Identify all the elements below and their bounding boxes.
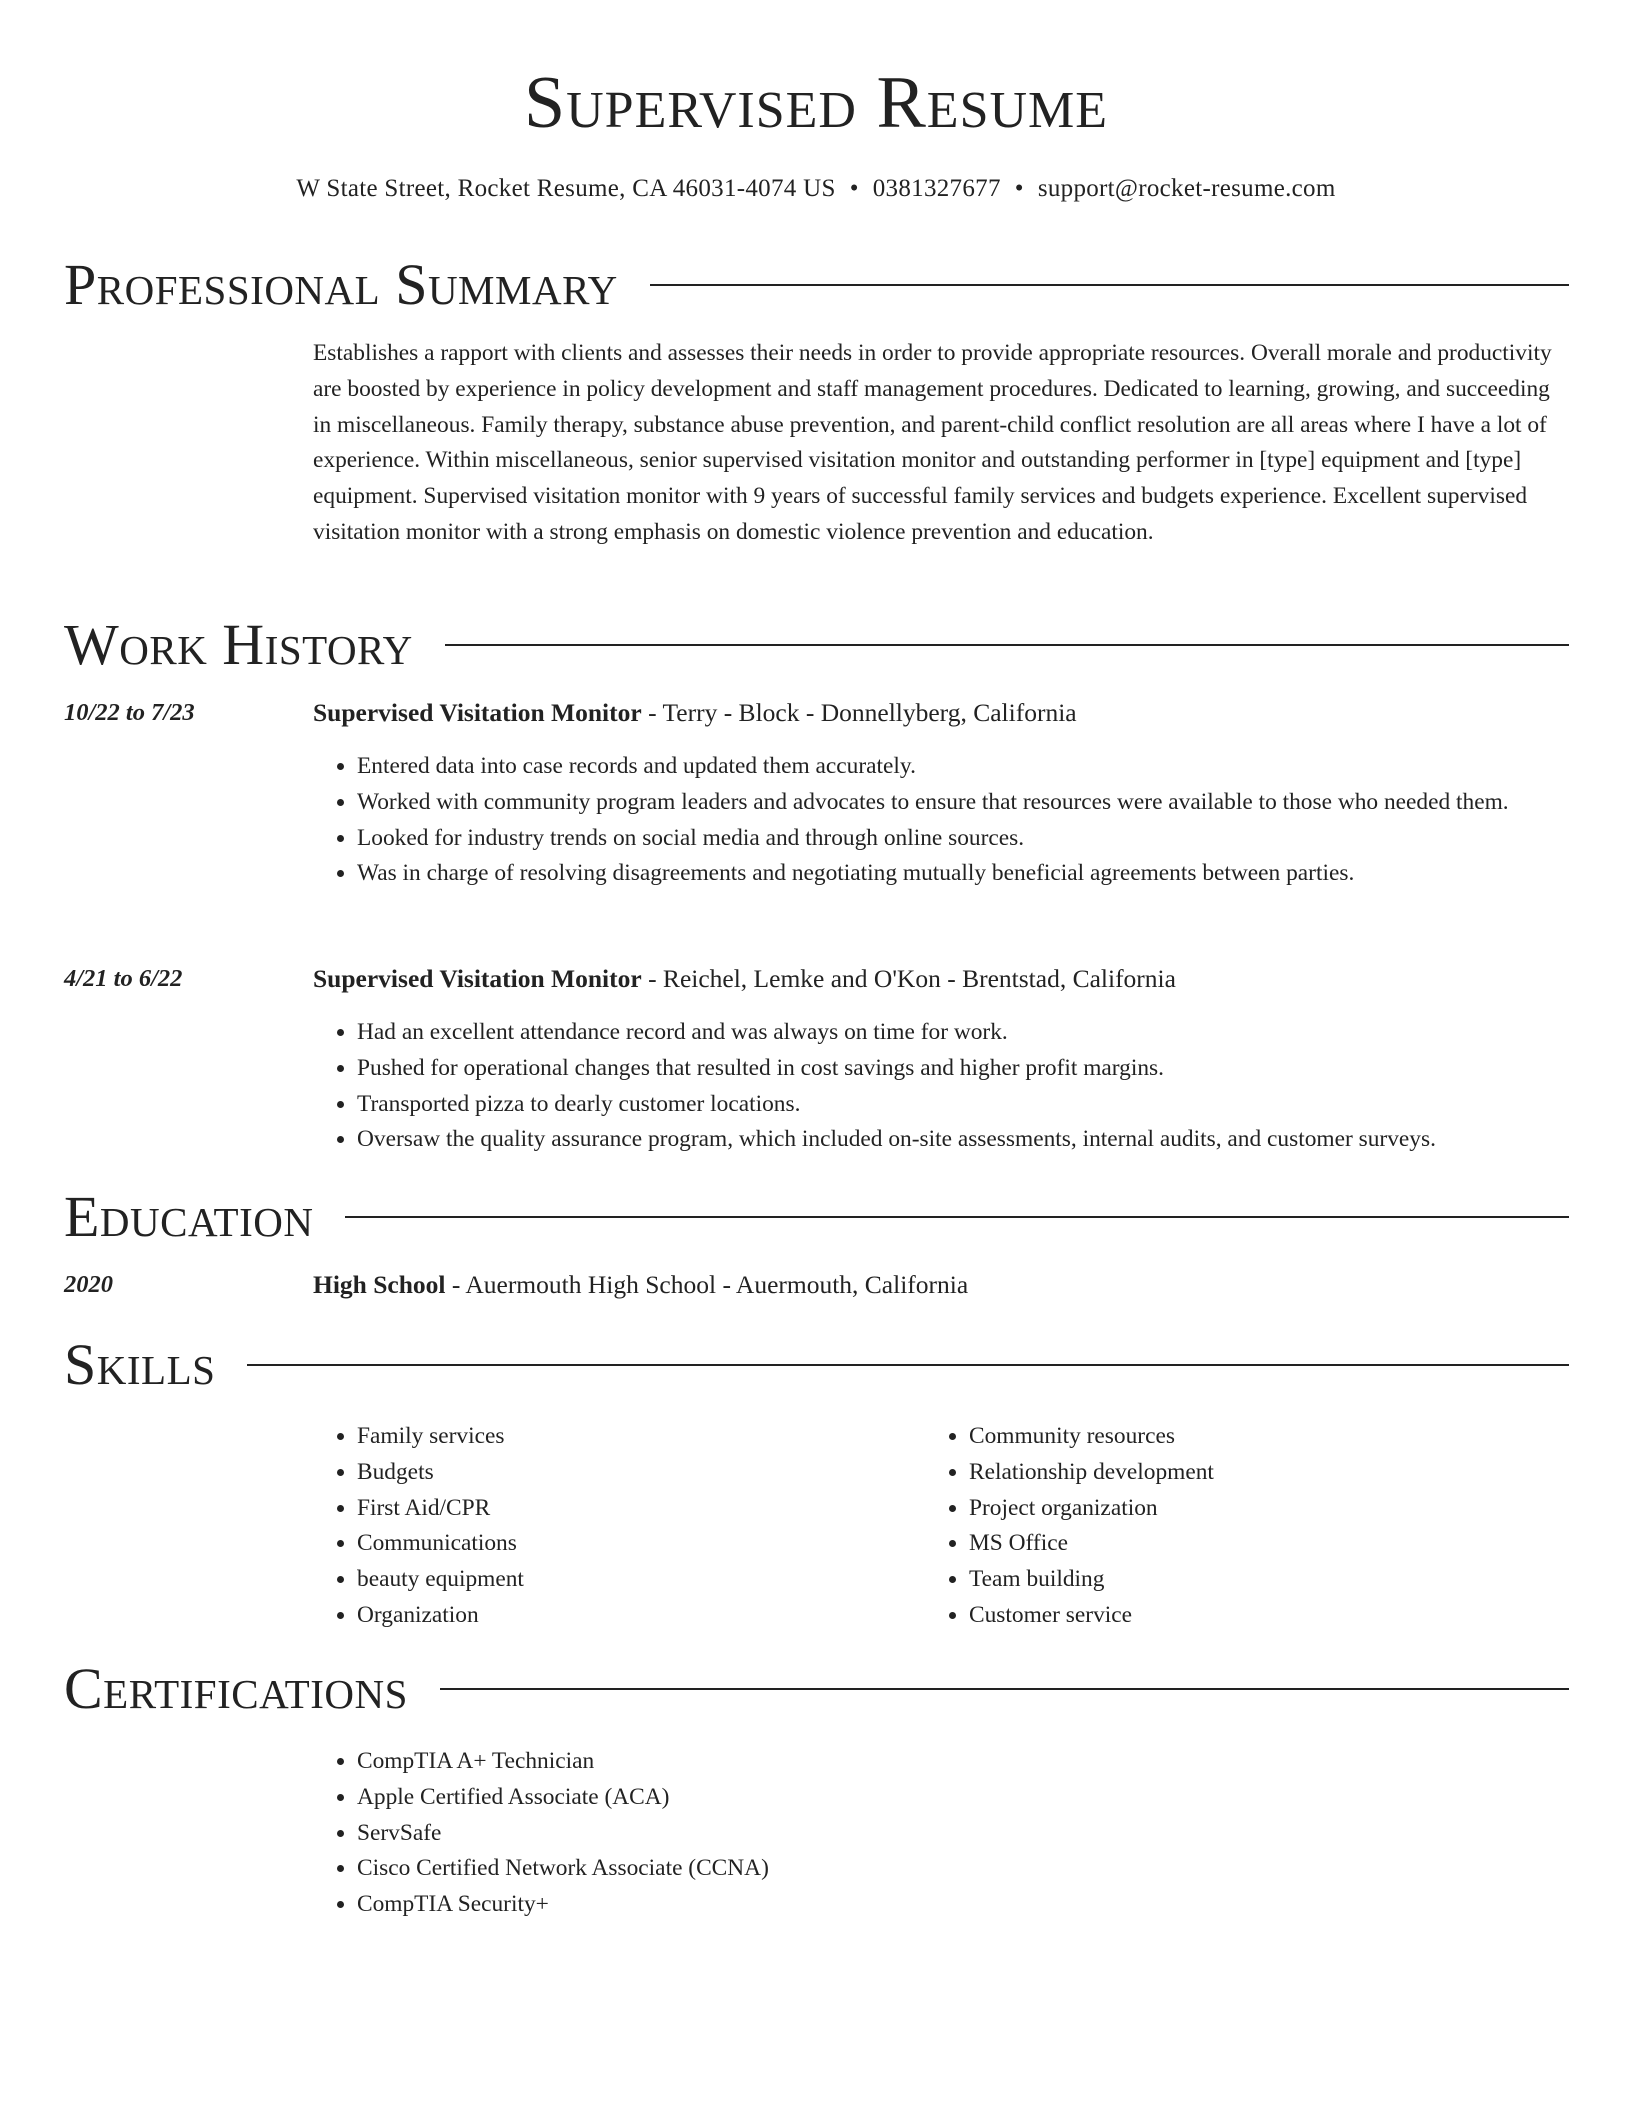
certification-item: • CompTIA A+ Technician — [357, 1744, 1569, 1780]
job-title: Supervised Visitation Monitor — [313, 964, 642, 993]
list-item: • Oversaw the quality assurance program, which included on-site assessments, internal audits, and customer surveys. — [357, 1122, 1569, 1158]
education-year: 2020 — [64, 1271, 113, 1298]
job-bullets — [313, 749, 1569, 892]
skill-item: • First Aid/CPR — [357, 1491, 913, 1527]
candidate-name: Supervised Resume — [523, 62, 1109, 144]
section-divider — [650, 284, 1569, 286]
list-item: • Looked for industry trends on social media and through online sources. — [357, 821, 1569, 857]
skills-list-right — [925, 1419, 1525, 1634]
skill-item: • Project organization — [969, 1491, 1525, 1527]
list-item: • Worked with community program leaders and advocates to ensure that resources were available to those who needed them. — [357, 785, 1569, 821]
skill-item: • Relationship development — [969, 1455, 1525, 1491]
job-details: - Reichel, Lemke and O'Kon - Brentstad, California — [641, 964, 1176, 993]
section-divider — [445, 644, 1569, 646]
skill-item: • Communications — [357, 1526, 913, 1562]
section-title-education: Education — [64, 1184, 314, 1249]
section-divider — [247, 1364, 1569, 1366]
section-header-certifications — [64, 1656, 1569, 1722]
degree: High School — [313, 1270, 446, 1299]
job-dates: 10/22 to 7/23 — [64, 699, 195, 726]
job-title: Supervised Visitation Monitor — [313, 698, 642, 727]
certifications-list — [313, 1744, 1569, 1923]
list-item: • Pushed for operational changes that resulted in cost savings and higher profit margins. — [357, 1051, 1569, 1087]
skill-item: • Budgets — [357, 1455, 913, 1491]
skill-item: • Team building — [969, 1562, 1525, 1598]
certification-item: • Apple Certified Associate (ACA) — [357, 1780, 1569, 1816]
education-heading — [313, 1268, 968, 1302]
list-item: • Was in charge of resolving disagreements and negotiating mutually beneficial agreements between parties. — [357, 856, 1569, 892]
address: W State Street, Rocket Resume, CA 46031-4074 US — [296, 175, 836, 202]
skill-item: • Organization — [357, 1598, 913, 1634]
skill-item: • Customer service — [969, 1598, 1525, 1634]
list-item: • Entered data into case records and updated them accurately. — [357, 749, 1569, 785]
section-header-work — [64, 612, 1569, 678]
certification-item: • CompTIA Security+ — [357, 1887, 1569, 1923]
skill-item: • beauty equipment — [357, 1562, 913, 1598]
section-divider — [440, 1688, 1569, 1690]
email-link[interactable]: support@rocket-resume.com — [1037, 175, 1336, 202]
summary-text: Establishes a rapport with clients and assesses their needs in order to provide appropriate resources. Overall morale and productivity are boosted by experience in policy development and staff management procedures. Dedicated to learning, growing, and succeeding in miscellaneous. Family therapy, substance abuse prevention, and parent-child conflict resolution are all areas where I have a lot of experience. Within miscellaneous, senior supervised visitation monitor and outstanding performer in [type] equipment and [type] equipment. Supervised visitation monitor with 9 years of successful family services and budgets experience. Excellent supervised visitation monitor with a strong emphasis on domestic violence prevention and education. — [313, 340, 1552, 545]
certification-item: • Cisco Certified Network Associate (CCNA) — [357, 1851, 1569, 1887]
skill-item: • MS Office — [969, 1526, 1525, 1562]
phone: 0381327677 — [872, 175, 1001, 202]
contact-line — [0, 172, 1632, 206]
job-bullets — [313, 1015, 1569, 1158]
school-details: - Auermouth High School - Auermouth, California — [445, 1270, 969, 1299]
job-details: - Terry - Block - Donnellyberg, California — [641, 698, 1077, 727]
job-heading — [313, 962, 1176, 996]
job-dates: 4/21 to 6/22 — [64, 965, 183, 992]
job-heading — [313, 696, 1077, 730]
certification-item: • ServSafe — [357, 1816, 1569, 1852]
separator-dot: • — [849, 175, 859, 202]
list-item: • Transported pizza to dearly customer locations. — [357, 1087, 1569, 1123]
section-title-work: Work History — [64, 612, 413, 677]
section-header-summary — [64, 252, 1569, 318]
section-title-summary: Professional Summary — [64, 252, 618, 317]
section-header-skills — [64, 1332, 1569, 1398]
separator-dot: • — [1014, 175, 1024, 202]
section-divider — [345, 1216, 1569, 1218]
skill-item: • Community resources — [969, 1419, 1525, 1455]
section-header-education — [64, 1184, 1569, 1250]
skills-list-left — [313, 1419, 913, 1634]
skill-item: • Family services — [357, 1419, 913, 1455]
list-item: • Had an excellent attendance record and was always on time for work. — [357, 1015, 1569, 1051]
section-title-certifications: Certifications — [64, 1656, 408, 1721]
section-title-skills: Skills — [64, 1332, 216, 1397]
